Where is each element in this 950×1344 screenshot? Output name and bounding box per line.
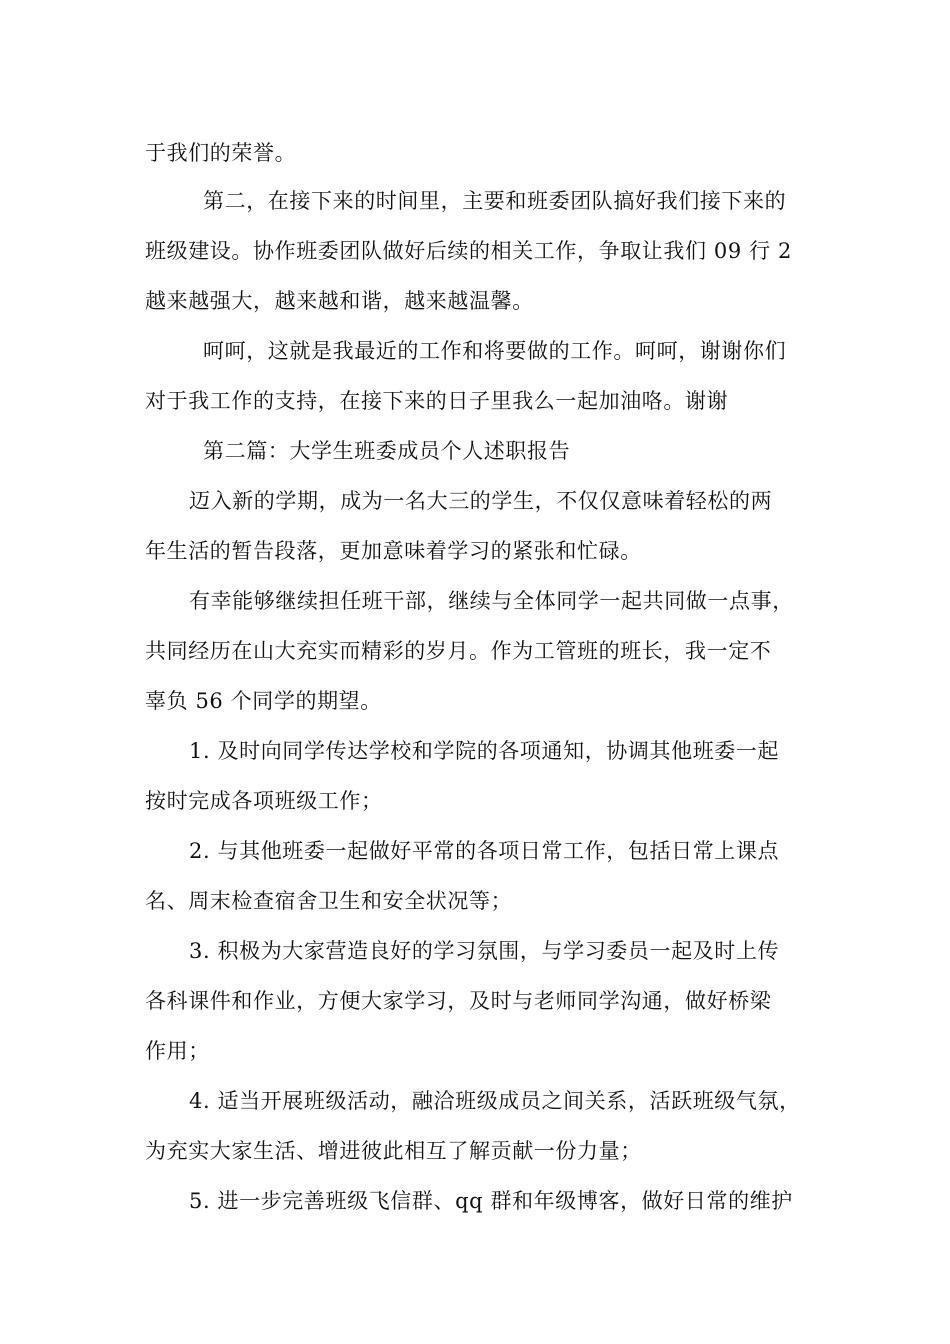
text-line: 名、周末检查宿舍卫生和安全状况等； bbox=[145, 889, 513, 913]
section-heading: 第二篇：大学生班委成员个人述职报告 bbox=[203, 439, 571, 463]
text-line: 共同经历在山大充实而精彩的岁月。作为工管班的班长，我一定不 bbox=[145, 639, 772, 663]
list-item-line: 3. 积极为大家营造良好的学习氛围，与学习委员一起及时上传 bbox=[189, 939, 780, 963]
text-line: 班级建设。协作班委团队做好后续的相关工作，争取让我们 09 行 2 bbox=[145, 239, 792, 263]
text-line: 年生活的暂告段落，更加意味着学习的紧张和忙碌。 bbox=[145, 539, 642, 563]
text-line: 迈入新的学期，成为一名大三的学生，不仅仅意味着轻松的两 bbox=[189, 489, 773, 513]
list-item-line: 2. 与其他班委一起做好平常的各项日常工作，包括日常上课点 bbox=[189, 839, 780, 863]
text-line: 呵呵，这就是我最近的工作和将要做的工作。呵呵，谢谢你们 bbox=[203, 339, 787, 363]
text-line: 于我们的荣誉。 bbox=[145, 141, 297, 165]
text-line: 按时完成各项班级工作； bbox=[145, 789, 383, 813]
text-line: 为充实大家生活、增进彼此相互了解贡献一份力量； bbox=[145, 1139, 642, 1163]
text-line: 第二，在接下来的时间里，主要和班委团队搞好我们接下来的 bbox=[203, 189, 787, 213]
text-line: 作用； bbox=[145, 1039, 210, 1063]
text-line: 对于我工作的支持，在接下来的日子里我么一起加油咯。谢谢 bbox=[145, 389, 729, 413]
text-line: 各科课件和作业，方便大家学习，及时与老师同学沟通，做好桥梁 bbox=[145, 989, 772, 1013]
text-line: 越来越强大，越来越和谐，越来越温馨。 bbox=[145, 289, 534, 313]
list-item-line: 5. 进一步完善班级飞信群、qq 群和年级博客，做好日常的维护 bbox=[189, 1189, 793, 1213]
text-line: 辜负 56 个同学的期望。 bbox=[145, 689, 382, 713]
list-item-line: 4. 适当开展班级活动，融洽班级成员之间关系，活跃班级气氛， bbox=[189, 1089, 801, 1113]
text-line: 有幸能够继续担任班干部，继续与全体同学一起共同做一点事， bbox=[189, 589, 794, 613]
list-item-line: 1. 及时向同学传达学校和学院的各项通知，协调其他班委一起 bbox=[189, 739, 780, 763]
